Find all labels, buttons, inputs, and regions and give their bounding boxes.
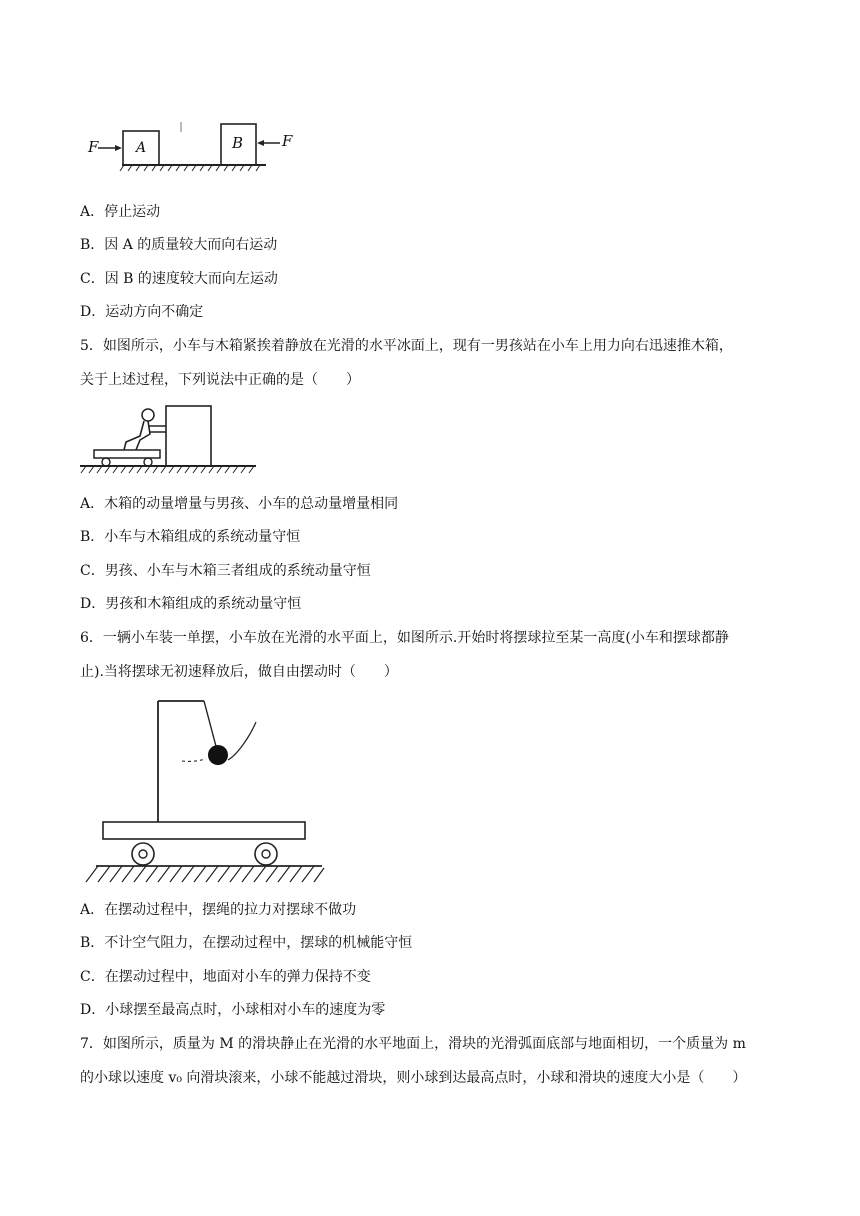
q7-stem-line2: 的小球以速度 v₀ 向滑块滚来，小球不能越过滑块，则小球到达最高点时，小球和滑块的速度大小是（ ） [80,1070,747,1086]
q4-force-label-right: F [282,132,293,150]
q5-option-a: A．木箱的动量增量与男孩、小车的总动量增量相同 [80,496,399,512]
q6-stem-line1: 6．一辆小车装一单摆，小车放在光滑的水平面上，如图所示.开始时将摆球拉至某一高度(小车和摆球都静 [80,630,729,646]
q5-option-b: B．小车与木箱组成的系统动量守恒 [80,529,301,545]
q6-figure [78,694,330,890]
q4-figure [84,118,304,188]
q4-force-label-left: F [88,138,99,156]
q6-option-a: A．在摆动过程中，摆绳的拉力对摆球不做功 [80,902,357,918]
q4-block-b-label: B [232,134,244,152]
q5-figure [78,402,260,478]
q6-option-c: C．在摆动过程中，地面对小车的弹力保持不变 [80,969,371,985]
q4-option-d: D．运动方向不确定 [80,304,204,320]
q4-option-b: B．因 A 的质量较大而向右运动 [80,237,278,253]
q5-option-d: D．男孩和木箱组成的系统动量守恒 [80,596,302,612]
q6-option-b: B．不计空气阻力，在摆动过程中，摆球的机械能守恒 [80,935,413,951]
q4-option-c: C．因 B 的速度较大而向左运动 [80,271,278,287]
q5-option-c: C．男孩、小车与木箱三者组成的系统动量守恒 [80,563,371,579]
q7-stem-line1: 7．如图所示，质量为 M 的滑块静止在光滑的水平地面上，滑块的光滑弧面底部与地面相切，一个质量为 m [80,1036,746,1052]
q5-stem-line2: 关于上述过程，下列说法中正确的是（ ） [80,372,360,388]
q4-block-a-label: A [136,140,147,156]
q6-stem-line2: 止).当将摆球无初速释放后，做自由摆动时（ ） [80,664,398,680]
q4-option-a: A．停止运动 [80,204,161,220]
q6-option-d: D．小球摆至最高点时，小球相对小车的速度为零 [80,1002,386,1018]
q5-stem-line1: 5．如图所示，小车与木箱紧挨着静放在光滑的水平冰面上，现有一男孩站在小车上用力向右迅速推木箱， [80,338,733,354]
